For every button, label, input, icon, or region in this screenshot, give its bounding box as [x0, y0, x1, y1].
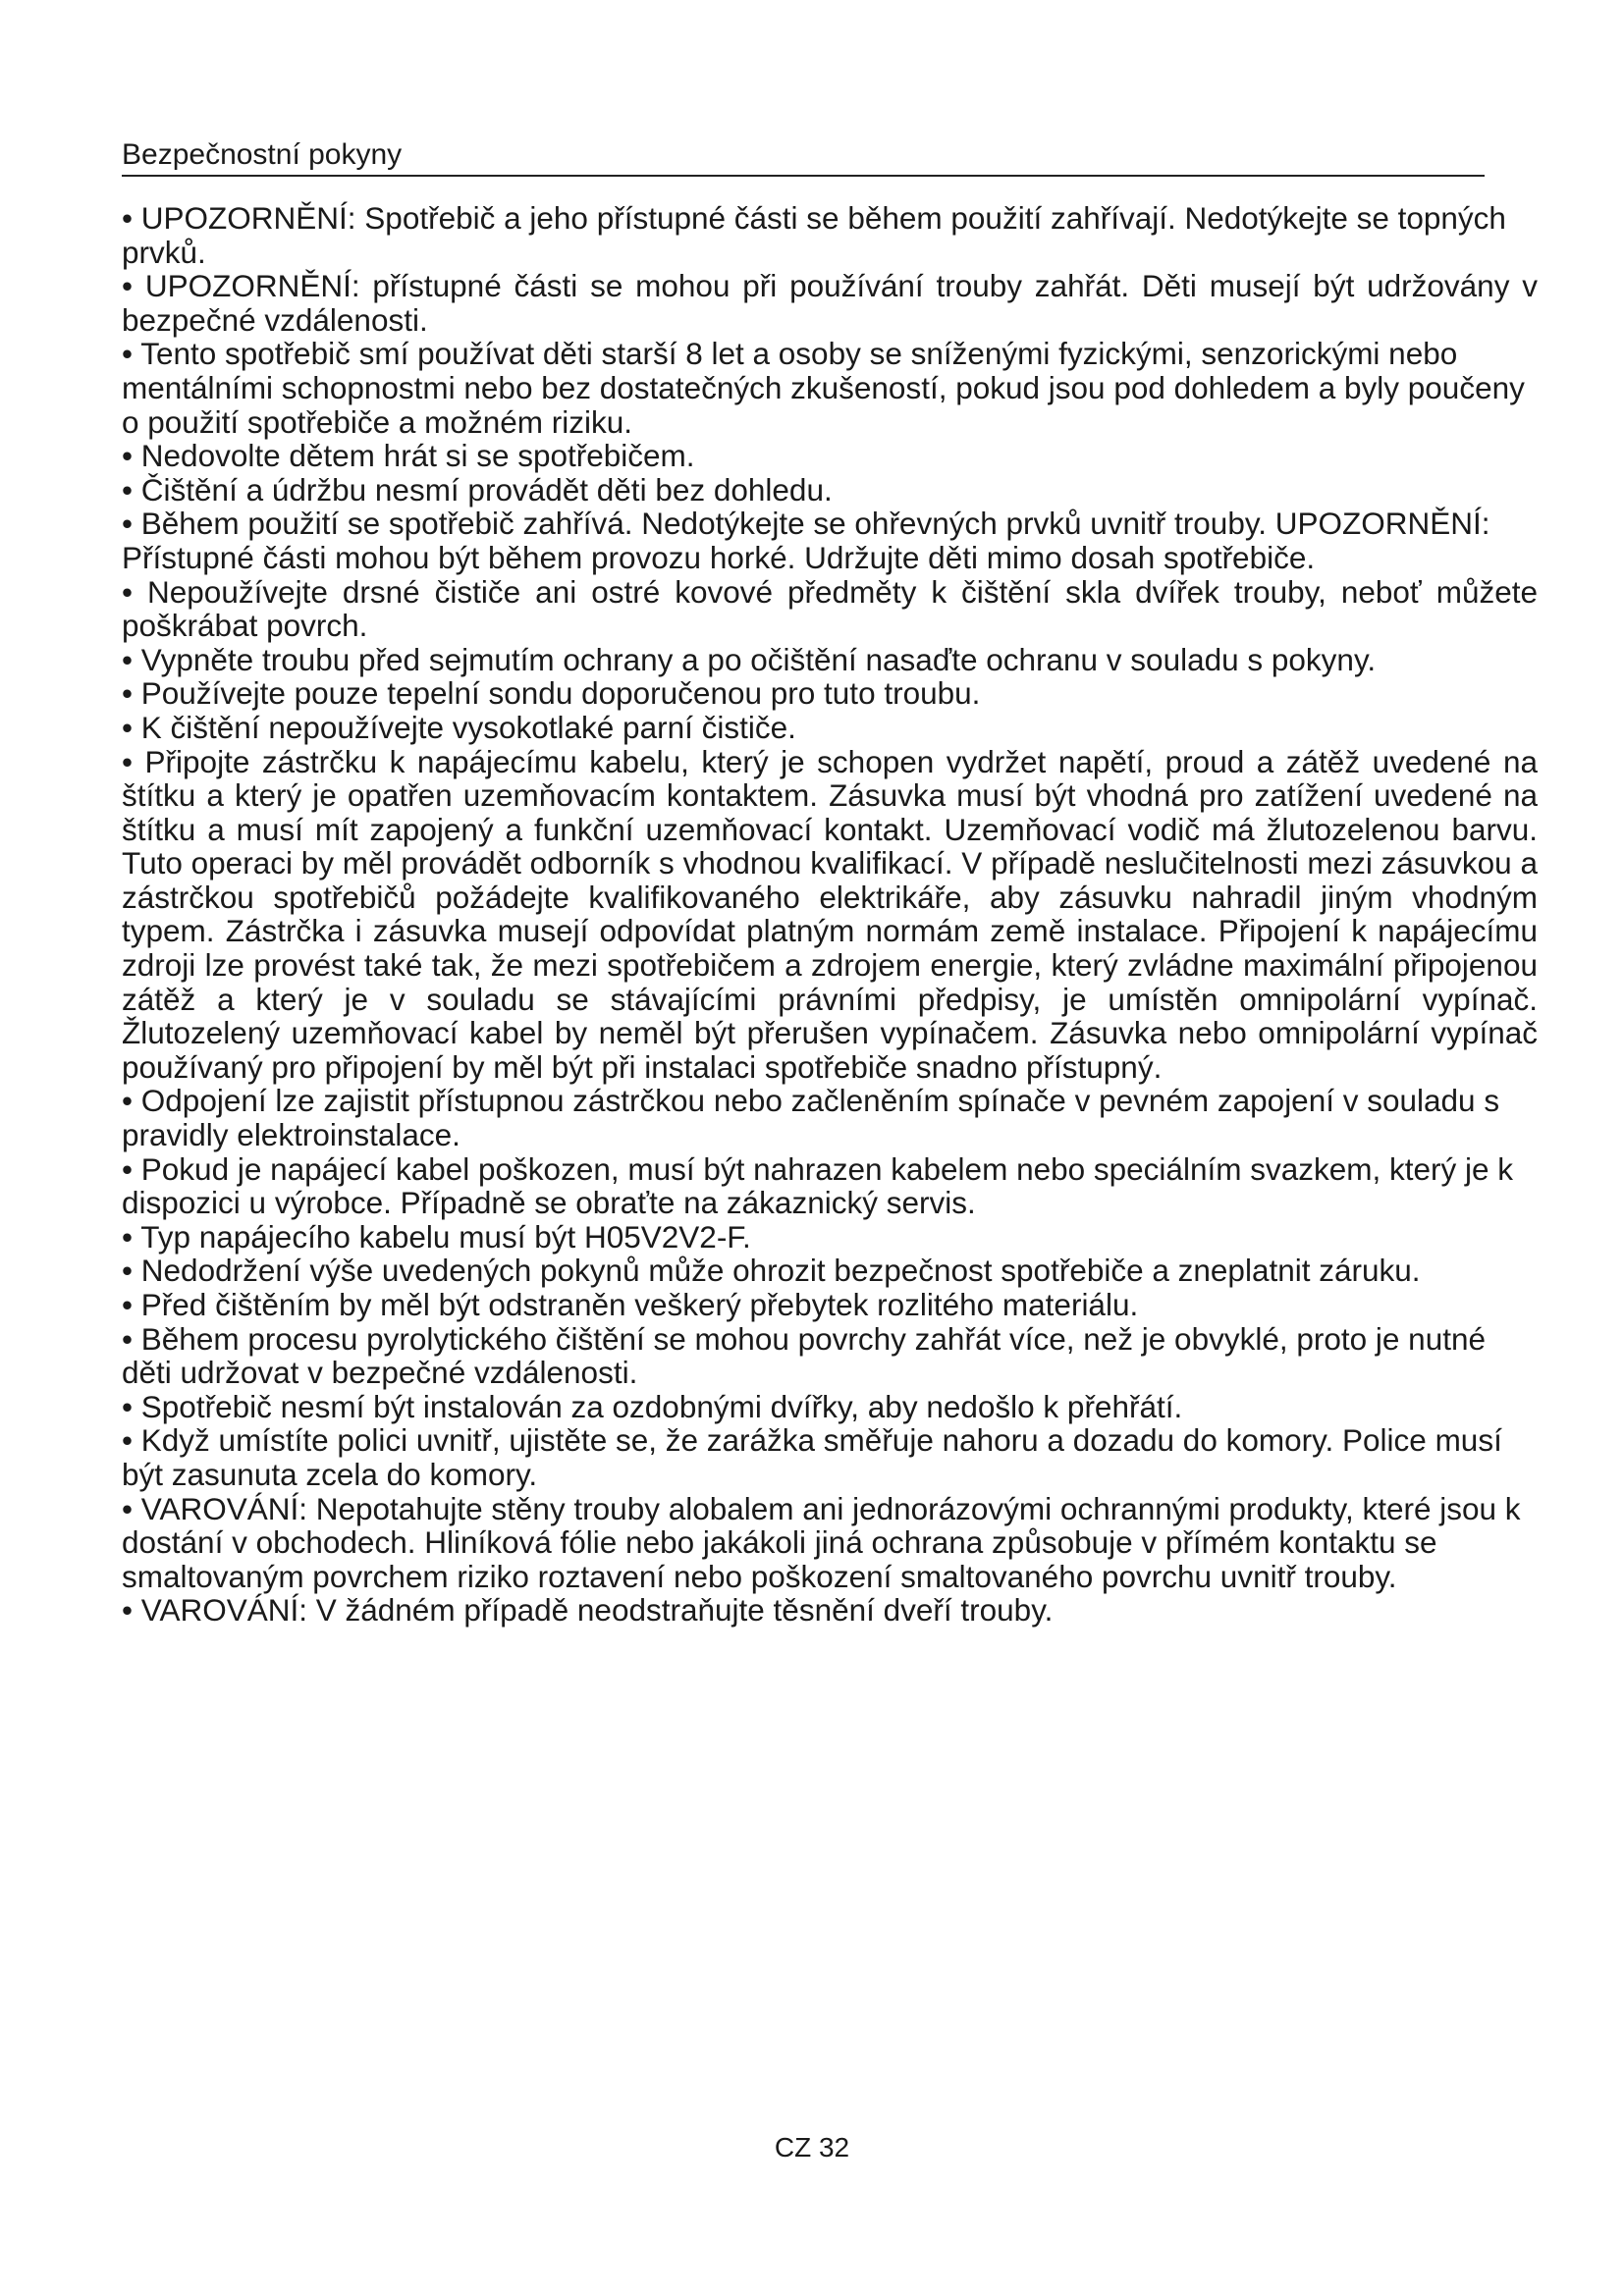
paragraph-warranty: • Nedodržení výše uvedených pokynů může ohrozit bezpečnost spotřebiče a zneplatnit záruku. — [122, 1253, 1421, 1289]
paragraph-decorative-door: • Spotřebič nesmí být instalován za ozdobnými dvířky, aby nedošlo k přehřátí. — [122, 1388, 1183, 1424]
paragraph-disconnection: • Odpojení lze zajistit přístupnou zástrčkou nebo začleněním spínače v pevném zapojení v souladu s pravidly elektroinstalace. — [122, 1083, 1500, 1153]
paragraph-children-persons-use: • Tento spotřebič smí používat děti starší 8 let a osoby se sníženými fyzickými, senzorickými nebo mentálními schopnostmi nebo bez dostatečných zkušeností, pokud jsou pod dohledem a byly poučeny o použití spotřebiče a možném riziku. — [122, 336, 1525, 440]
paragraph-abrasive-cleaners: • Nepoužívejte drsné čističe ani ostré kovové předměty k čištění skla dvířek trouby, neboť můžete poškrábat povrch. — [122, 573, 1538, 644]
section-title: Bezpečnostní pokyny — [122, 138, 403, 171]
paragraph-shelf-placement: • Když umístíte polici uvnitř, ujistěte se, že zarážka směřuje nahoru a dozadu do komory. Police musí být zasunuta zcela do komory. — [122, 1422, 1502, 1492]
paragraph-spillage-removal: • Před čištěním by měl být odstraněn veškerý přebytek rozlitého materiálu. — [122, 1287, 1139, 1322]
paragraph-pyrolytic-cleaning: • Během procesu pyrolytického čištění se mohou povrchy zahřát více, než je obvyklé, proto je nutné děti udržovat v bezpečné vzdálenosti. — [122, 1320, 1486, 1391]
paragraph-plug-connection: • Připojte zástrčku k napájecímu kabelu, který je schopen vydržet napětí, proud a zátěž uvedené na štítku a který je opatřen uzemňovacím kontaktem. Zásuvka musí být vhodná pro zatížení uvedené na štítku a musí mít zapojený a funkční uzemňovací kontakt. Uzemňovací vodič má žlutozelenou barvu. Tuto operaci by měl provádět odborník s vhodnou kvalifikací. V případě neslučitelnosti mezi zásuvkou a zástrčkou spotřebičů požádejte kvalifikovaného elektrikáře, aby zásuvku nahradil jiným vhodným typem. Zástrčka i zásuvka musejí odpovídat platným normám země instalace. Připojení k napájecímu zdroji lze provést také tak, že mezi spotřebičem a zdrojem energie, který zvládne maximální připojenou zátěž a který je v souladu se stávajícími právními předpisy, je umístěn omnipolární vypínač. Žlutozelený uzemňovací kabel by neměl být přerušen vypínačem. Zásuvka nebo omnipolární vypínač používaný pro připojení by měl být při instalaci spotřebiče snadno přístupný. — [122, 743, 1538, 1085]
paragraph-warning-children-distance: • UPOZORNĚNÍ: přístupné části se mohou při používání trouby zahřát. Děti musejí být udržovány v bezpečné vzdálenosti. — [122, 268, 1538, 338]
paragraph-no-play: • Nedovolte dětem hrát si se spotřebičem. — [122, 438, 695, 474]
paragraph-aluminium-foil: • VAROVÁNÍ: Nepotahujte stěny trouby alobalem ani jednorázovými ochrannými produkty, které jsou k dostání v obchodech. Hliníková fólie nebo jakákoli jiná ochrana způsobuje v přímém kontaktu se smaltovaným povrchem riziko roztavení nebo poškození smaltovaného povrchu uvnitř trouby. — [122, 1490, 1521, 1594]
paragraph-cable-type: • Typ napájecího kabelu musí být H05V2V2-F. — [122, 1218, 751, 1255]
paragraph-cleaning-supervision: • Čištění a údržbu nesmí provádět děti bez dohledu. — [122, 471, 833, 507]
paragraph-steam-cleaners: • K čištění nepoužívejte vysokotlaké parní čističe. — [122, 709, 796, 745]
section-header — [122, 135, 1485, 177]
page-number: CZ 32 — [774, 2132, 850, 2163]
paragraph-warning-hot-parts: • UPOZORNĚNÍ: Spotřebič a jeho přístupné části se během použití zahřívají. Nedotýkejte se topných prvků. — [122, 200, 1506, 270]
paragraph-switch-off-guard: • Vypněte troubu před sejmutím ochrany a po očištění nasaďte ochranu v souladu s pokyny. — [122, 641, 1377, 677]
paragraph-door-seal: • VAROVÁNÍ: V žádném případě neodstraňujte těsnění dveří trouby. — [122, 1592, 1054, 1629]
paragraph-heating-elements: • Během použití se spotřebič zahřívá. Nedotýkejte se ohřevných prvků uvnitř trouby. UPOZORNĚNÍ: Přístupné části mohou být během provozu horké. Udržujte děti mimo dosah spotřebiče. — [122, 506, 1490, 575]
paragraph-damaged-cable: • Pokud je napájecí kabel poškozen, musí být nahrazen kabelem nebo speciálním svazkem, který je k dispozici u výrobce. Případně se obraťte na zákaznický servis. — [122, 1150, 1514, 1221]
safety-instructions-list — [122, 201, 1538, 1628]
paragraph-temperature-probe: • Používejte pouze tepelní sondu doporučenou pro tuto troubu. — [122, 675, 981, 712]
